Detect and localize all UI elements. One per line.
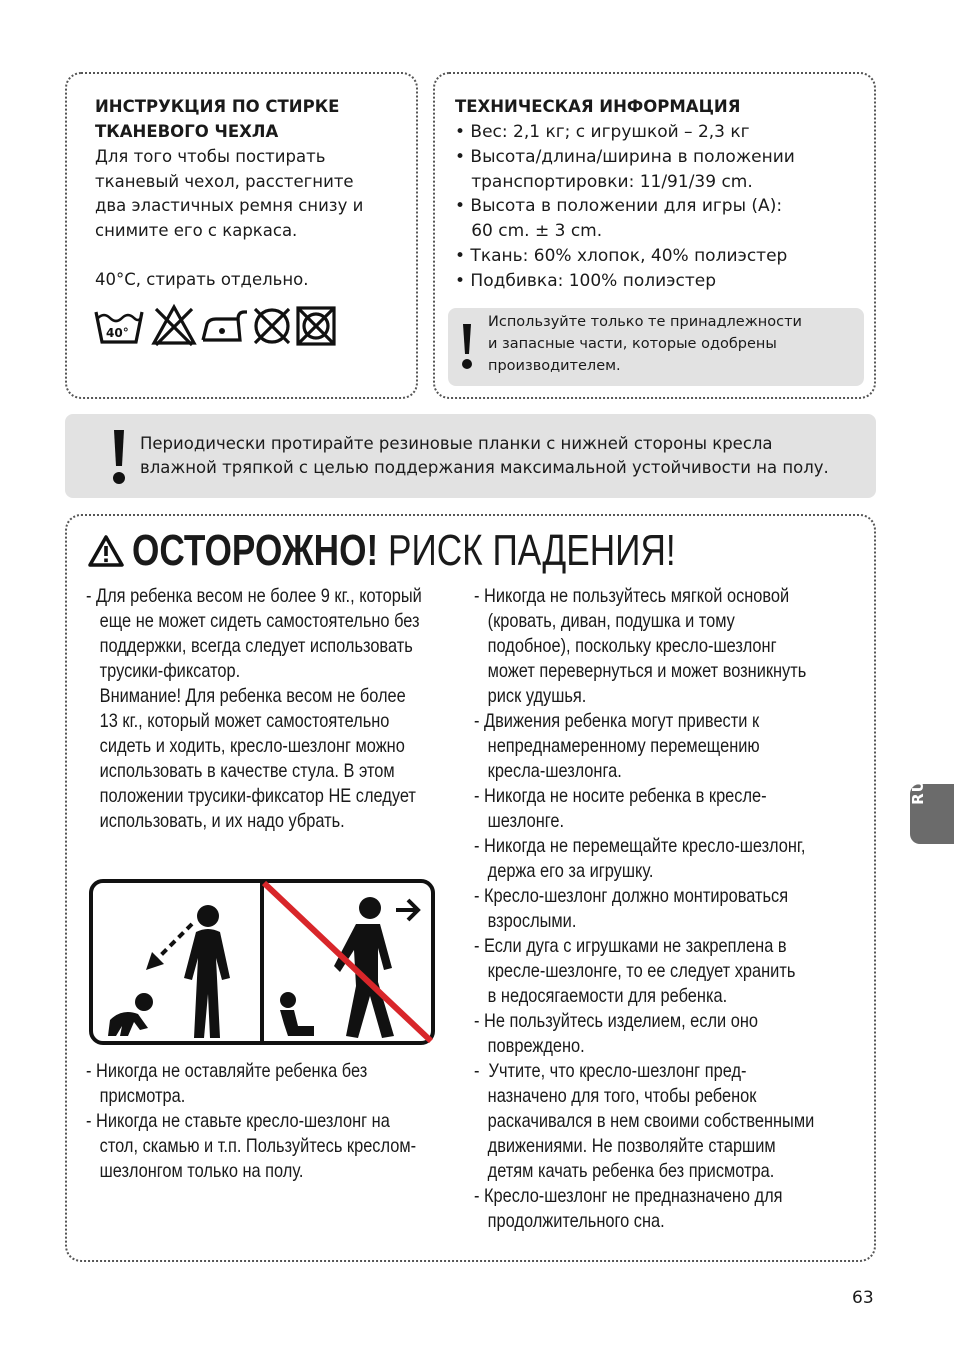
washing-text-line-1: Для того чтобы постирать (95, 147, 326, 166)
falling-arrow-icon (146, 924, 192, 970)
tech-title: ТЕХНИЧЕСКАЯ ИНФОРМАЦИЯ (455, 97, 741, 116)
warning-title-rest: РИСК ПАДЕНИЯ! (378, 526, 676, 575)
warning-right-line: - Никогда не носите ребенка в кресле- (474, 785, 767, 807)
washing-temp-note: 40°C, стирать отдельно. (95, 270, 309, 289)
periodic-note-line-1: Периодически протирайте резиновые планки с нижней стороны кресла (140, 434, 773, 453)
warning-left-line: стол, скамью и т.п. Пользуйтесь креслом- (86, 1135, 417, 1157)
tech-line: • Ткань: 60% хлопок, 40% полиэстер (455, 245, 788, 266)
warning-right-line: движениями. Не позволяйте старшим (474, 1135, 776, 1157)
warning-left-line: присмотра. (86, 1085, 186, 1107)
warning-right-line: (кровать, диван, подушка и тому (474, 610, 735, 632)
language-tab (909, 779, 954, 844)
warning-right-line: детям качать ребенка без присмотра. (474, 1160, 775, 1182)
warning-right-line: - Если дуга с игрушками не закреплена в (474, 935, 787, 957)
warning-right-line: шезлонге. (474, 810, 565, 832)
tech-note-line-2: и запасные части, которые одобрены (488, 336, 777, 352)
warning-left-line: - Никогда не оставляйте ребенка без (86, 1060, 368, 1082)
warning-right-line: повреждено. (474, 1035, 585, 1057)
tech-line: транспортировки: 11/91/39 cm. (455, 171, 753, 192)
warning-left-line: трусики-фиксатор. (86, 660, 241, 682)
warning-right-line: кресла-шезлонга. (474, 760, 622, 782)
tech-note-line-1: Используйте только те принадлежности (488, 314, 802, 330)
warning-right-line: - Не пользуйтесь изделием, если оно (474, 1010, 759, 1032)
tech-line: • Высота/длина/ширина в положении (455, 146, 795, 167)
warning-right-line: - Движения ребенка могут привести к (474, 710, 760, 732)
washing-text-line-2: тканевый чехол, расстегните (95, 172, 354, 191)
crawling-child-icon (108, 993, 153, 1036)
page-number: 63 (852, 1288, 874, 1308)
warning-right-line: - Кресло-шезлонг должно монтироваться (474, 885, 789, 907)
tech-list (455, 120, 795, 294)
warning-right-line: - Никогда не пользуйтесь мягкой основой (474, 585, 790, 607)
wash-40-icon (93, 306, 145, 346)
warning-left-line: - Для ребенка весом не более 9 кг., который (86, 585, 422, 607)
walking-adult-icon (334, 897, 394, 1038)
tech-line: 60 cm. ± 3 cm. (455, 221, 603, 242)
wash-temp-label: 40° (106, 326, 129, 340)
warning-left-line: использовать в качестве стула. В этом (86, 760, 395, 782)
warning-left-line: поддержки, всегда следует использовать (86, 635, 413, 657)
warning-left-line: Внимание! Для ребенка весом не более (86, 685, 406, 707)
warning-right-line: держа его за игрушку. (474, 860, 654, 882)
seated-child-icon (280, 992, 314, 1036)
warning-left-line: использовать, и их надо убрать. (86, 810, 345, 832)
warning-left-line: 13 кг., который может самостоятельно (86, 710, 390, 732)
tech-note-line-3: производителем. (488, 358, 621, 374)
warning-right-line: - Кресло-шезлонг не предназначено для (474, 1185, 783, 1207)
warning-left-line: еще не может сидеть самостоятельно без (86, 610, 420, 632)
tech-line: • Подбивка: 100% полиэстер (455, 270, 717, 291)
arrow-right-icon (396, 900, 418, 920)
warning-title (132, 526, 676, 576)
warning-right-line: - Учтите, что кресло-шезлонг пред- (474, 1060, 747, 1082)
warning-left-line: - Никогда не ставьте кресло-шезлонг на (86, 1110, 390, 1132)
warning-right-line: риск удушья. (474, 685, 587, 707)
warning-right-line: может перевернуться и может возникнуть (474, 660, 807, 682)
warning-right-line: назначено для того, чтобы ребенок (474, 1085, 757, 1107)
no-tumble-dry-icon (294, 304, 338, 348)
warning-right-line: продолжительного сна. (474, 1210, 665, 1232)
warning-left-line: сидеть и ходить, кресло-шезлонг можно (86, 735, 405, 757)
warning-left-line: шезлонгом только на полу. (86, 1160, 304, 1182)
warning-right-line: раскачивался в нем своими собственными (474, 1110, 815, 1132)
washing-title-line-1: ИНСТРУКЦИЯ ПО СТИРКЕ (95, 97, 340, 116)
language-tab-label: RU (909, 779, 927, 805)
warning-right-line: в недосягаемости для ребенка. (474, 985, 728, 1007)
tech-line: • Вес: 2,1 кг; с игрушкой – 2,3 кг (455, 122, 750, 142)
washing-text-line-4: снимите его с каркаса. (95, 221, 298, 240)
warning-right-line: непреднамеренному перемещению (474, 735, 760, 757)
warning-left-line: положении трусики-фиксатор НЕ следует (86, 785, 416, 807)
warning-triangle-icon (87, 534, 125, 568)
fall-risk-pictogram (88, 878, 436, 1046)
periodic-note-line-2: влажной тряпкой с целью поддержания максимальной устойчивости на полу. (140, 458, 829, 477)
warning-right-line: взрослыми. (474, 910, 577, 932)
no-bleach-icon (150, 303, 198, 347)
warning-title-bold: ОСТОРОЖНО! (132, 526, 379, 575)
iron-icon (200, 306, 250, 344)
warning-right-line: кресле-шезлонге, то ее следует хранить (474, 960, 796, 982)
exclamation-icon (108, 428, 130, 486)
warning-right-line: подобное), поскольку кресло-шезлонг (474, 635, 777, 657)
exclamation-icon (458, 322, 476, 372)
tech-line: • Высота в положении для игры (A): (455, 196, 783, 217)
no-dry-clean-icon (250, 304, 294, 348)
warning-right-line: - Никогда не перемещайте кресло-шезлонг, (474, 835, 806, 857)
washing-text-line-3: два эластичных ремня снизу и (95, 196, 364, 215)
washing-title-line-2: ТКАНЕВОГО ЧЕХЛА (95, 122, 279, 141)
